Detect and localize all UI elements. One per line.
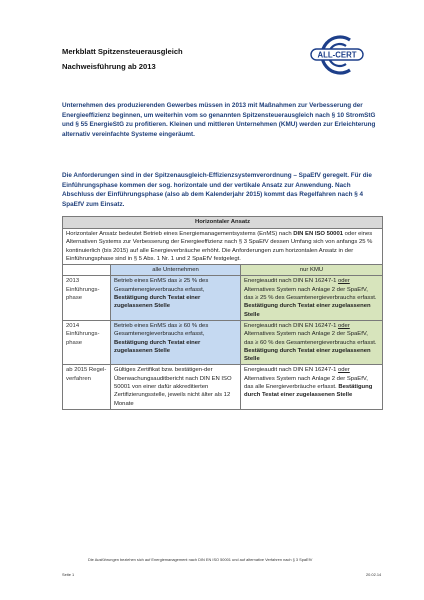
row-year: 2013 Einführungs-phase xyxy=(63,276,111,320)
cell-all-text: Betrieb eines EnMS das ≥ 25 % des Gesamtenergieverbrauchs erfasst, xyxy=(114,278,209,293)
all-cert-logo xyxy=(308,30,368,78)
cell-kmu-pre: Energieaudit nach DIN EN 16247-1 xyxy=(244,367,338,374)
header-empty-cell xyxy=(63,265,111,276)
table-title: Horizontaler Ansatz xyxy=(63,217,383,229)
page-number: Seite 1 xyxy=(62,572,75,577)
cell-kmu-text: Alternatives System nach Anlage 2 der SpaEfV, das ≥ 25 % des Gesamtenergieverbrauchs erfasst. xyxy=(244,286,377,302)
cell-kmu-oder: oder xyxy=(337,278,350,285)
cell-kmu xyxy=(241,320,383,364)
cell-all-bold: Bestätigung durch Testat einer zugelassenen Stelle xyxy=(114,339,201,354)
cell-kmu xyxy=(241,276,383,320)
column-header-kmu: nur KMU xyxy=(241,265,383,276)
document-title: Merkblatt Spitzensteuerausgleich xyxy=(62,47,183,56)
cell-kmu-pre: Energieaudit nach DIN EN 16247-1 xyxy=(244,322,338,329)
horizontal-approach-table xyxy=(62,216,383,410)
cell-kmu-oder: oder xyxy=(337,322,350,329)
document-subtitle: Nachweisführung ab 2013 xyxy=(62,62,156,71)
desc-text-2: oder eines Alternativen Systems zur Verbesserung der Energieeffizienz nach § 3 SpaEfV dessen Umfang sich von anfangs 25 % kontinuierlich (bis 2015) auf alle Energieverbräuche erhöht. Die Anforderungen zum horizontalen Ansatz in der Einführungsphase sind in § 5 Abs. 1 Nr. 1 und 2 SpaEfV festgelegt. xyxy=(66,231,373,262)
footer-note: Die Ausführungen beziehen sich auf Energiemanagement nach DIN EN ISO 50001 und auf alternative Verfahren nach § 3 SpaEfV xyxy=(88,557,313,562)
table-row xyxy=(63,276,383,320)
cell-kmu-text: Alternatives System nach Anlage 2 der SpaEfV, das alle Energieverbräuche erfasst. xyxy=(244,375,368,391)
intro-paragraph-2: Die Anforderungen sind in der Spitzenausgleich-Effizienzsystemverordnung – SpaEfV geregelt. Für die Einführungsphase kommen der sog. horizontale und der vertikale Ansatz zur Anwendung. Nach Abschluss der Einführungsphase (also ab dem Kalenderjahr 2015) kommt das Regelfahren nach § 4 SpaEfV zum Einsatz. xyxy=(62,172,372,209)
table-description xyxy=(63,229,383,265)
cell-all xyxy=(111,365,241,409)
row-year: ab 2015 Regel-verfahren xyxy=(63,365,111,409)
footer-date: 20.02.14 xyxy=(366,572,382,577)
cell-kmu-text: Alternatives System nach Anlage 2 der SpaEfV, das ≥ 60 % des Gesamtenergieverbrauchs erfasst. xyxy=(244,331,377,346)
cell-all-text: Gültiges Zertifikat bzw. bestätigen-der Überwachungsauditbericht nach DIN EN ISO 50001 von einer dafür akkreditierten Zertifizierungsstelle, jeweils nicht älter als 12 Monate xyxy=(114,367,232,407)
cell-all xyxy=(111,276,241,320)
desc-text-1: Horizontaler Ansatz bedeutet Betrieb eines Energiemanagementsystems (EnMS) nach xyxy=(66,231,294,237)
column-header-all: alle Unternehmen xyxy=(111,265,241,276)
cell-all-bold: Bestätigung durch Testat einer zugelassenen Stelle xyxy=(114,295,201,310)
cell-kmu xyxy=(241,365,383,409)
cell-kmu-bold: Bestätigung durch Testat einer zugelassenen Stelle xyxy=(244,347,371,363)
cell-all-text: Betrieb eines EnMS das ≥ 60 % des Gesamtenergieverbrauchs erfasst, xyxy=(114,322,209,338)
cell-kmu-pre: Energieaudit nach DIN EN 16247-1 xyxy=(244,278,338,285)
table-row xyxy=(63,320,383,364)
intro-paragraph-1: Unternehmen des produzierenden Gewerbes müssen in 2013 mit Maßnahmen zur Verbesserung der Energieeffizienz beginnen, um weiterhin vom so genannten Spitzensteuerausgleich nach § 10 StromStG und § 55 EnergieStG zu profitieren. Kleinen und mittleren Unternehmen (KMU) werden zur Erleichterung alternativ vereinfachte Systeme eingeräumt. xyxy=(62,102,376,139)
table-row xyxy=(63,365,383,409)
cell-kmu-oder: oder xyxy=(337,367,350,374)
desc-standard: DIN EN ISO 50001 xyxy=(293,231,344,237)
logo-text: ALL-CERT xyxy=(317,50,357,60)
row-year: 2014 Einführungs-phase xyxy=(63,320,111,364)
cell-kmu-bold: Bestätigung durch Testat einer zugelassenen Stelle xyxy=(244,384,373,399)
cell-kmu-bold: Bestätigung durch Testat einer zugelassenen Stelle xyxy=(244,303,371,318)
cell-all xyxy=(111,320,241,364)
